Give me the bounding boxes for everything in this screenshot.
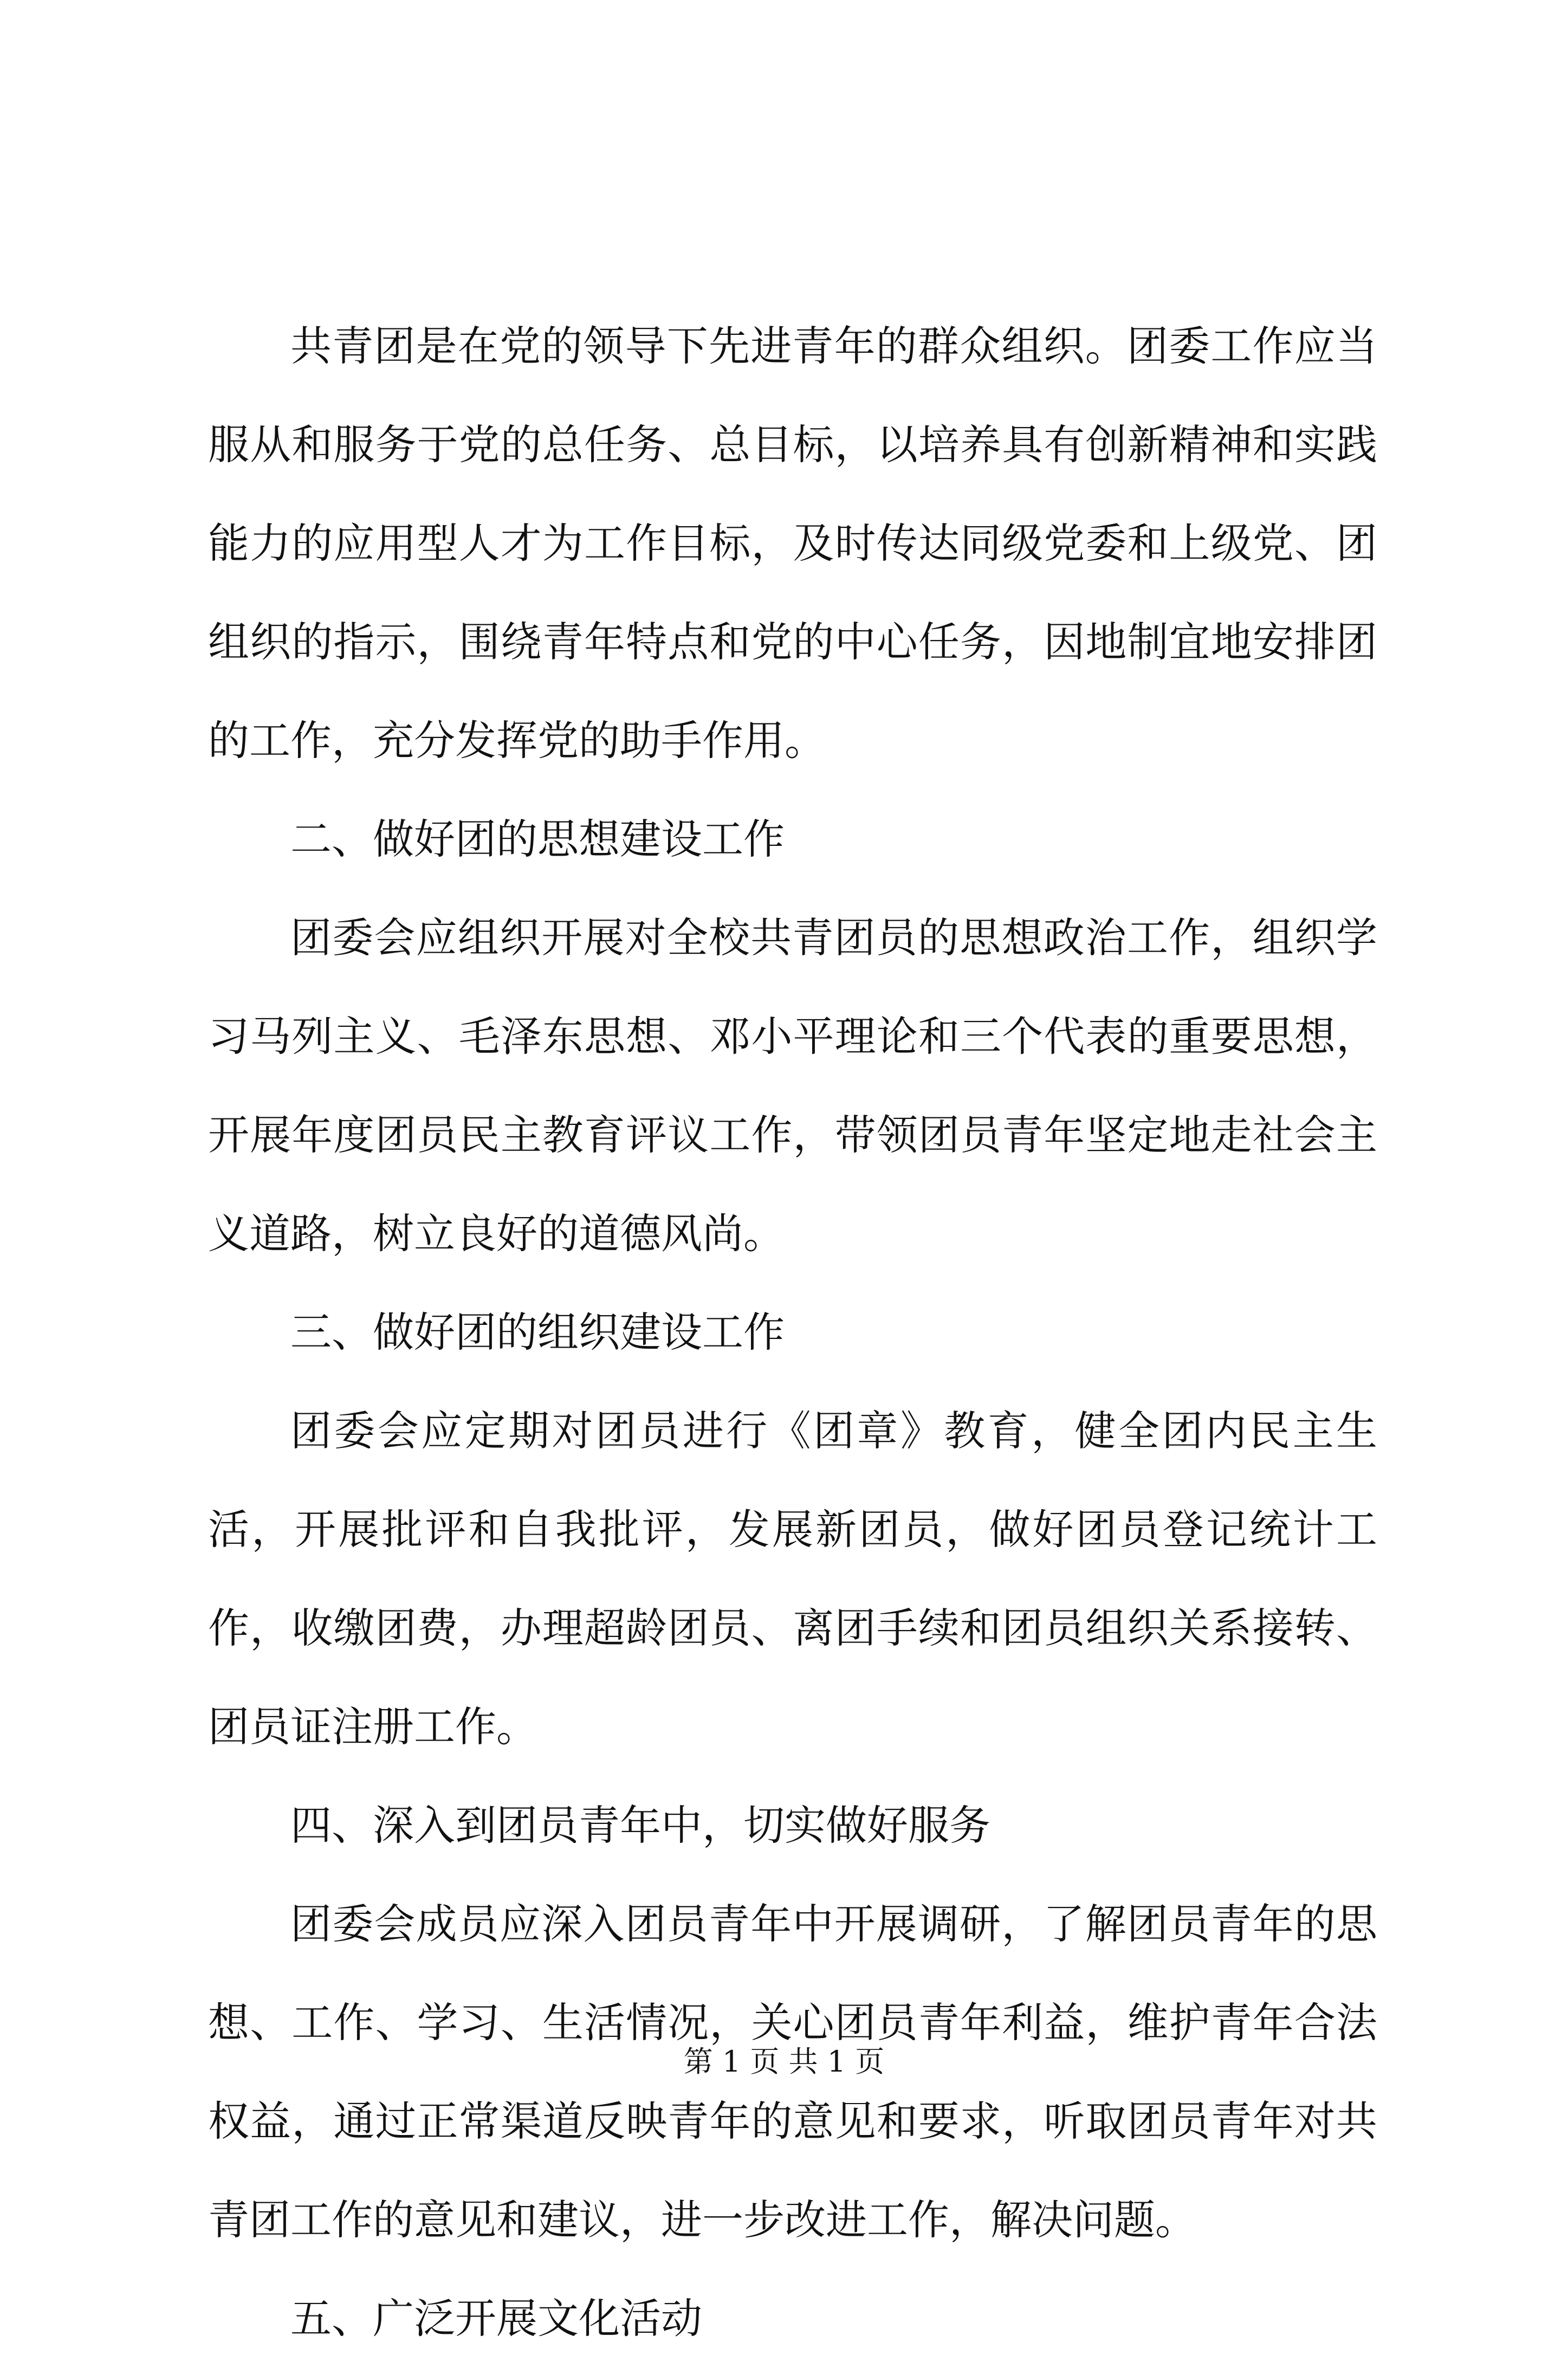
heading-section-2: 二、做好团的思想建设工作	[290, 815, 785, 863]
heading-section-4: 四、深入到团员青年中，切实做好服务	[290, 1801, 990, 1849]
heading-section-5: 五、广泛开展文化活动	[290, 2294, 702, 2343]
paragraph-intro: 共青团是在党的领导下先进青年的群众组织。团委工作应当服从和服务于党的总任务、总目标，以培养具有创新精神和实践能力的应用型人才为工作目标，及时传达同级党委和上级党、团组织的指示，围绕青年特点和党的中心任务，因地制宜地安排团的工作，充分发挥党的助手作用。	[208, 322, 1377, 765]
paragraph-section-4: 团委会成员应深入团员青年中开展调研，了解团员青年的思想、工作、学习、生活情况，关心团员青年利益，维护青年合法权益，通过正常渠道反映青年的意见和要求，听取团员青年对共青团工作的意见和建议，进一步改进工作，解决问题。	[208, 1900, 1377, 2244]
paragraph-section-3: 团委会应定期对团员进行《团章》教育，健全团内民主生活，开展批评和自我批评，发展新团员，做好团员登记统计工作，收缴团费，办理超龄团员、离团手续和团员组织关系接转、团员证注册工作。	[208, 1407, 1377, 1751]
heading-section-3: 三、做好团的组织建设工作	[290, 1308, 785, 1356]
page-number-label: 第 1 页 共 1 页	[683, 2044, 885, 2079]
page-footer	[0, 2039, 1568, 2080]
paragraph-section-2: 团委会应组织开展对全校共青团员的思想政治工作，组织学习马列主义、毛泽东思想、邓小平理论和三个代表的重要思想，开展年度团员民主教育评议工作，带领团员青年坚定地走社会主义道路，树立良好的道德风尚。	[208, 914, 1377, 1258]
